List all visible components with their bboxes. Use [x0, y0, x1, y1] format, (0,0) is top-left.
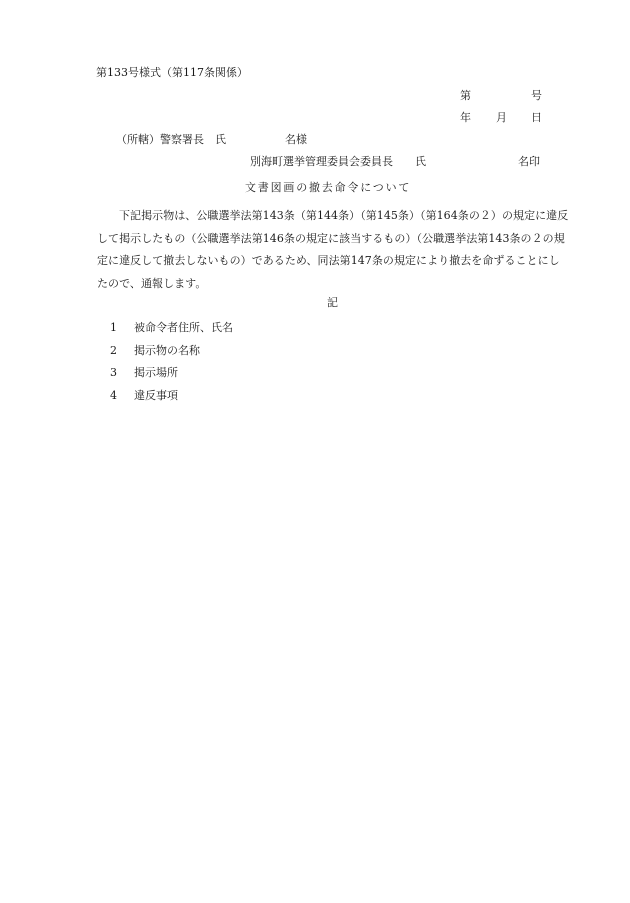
item-number: 2	[110, 343, 117, 357]
date-month: 月	[496, 111, 507, 124]
sender-title: 別海町選挙管理委員会委員長	[250, 155, 393, 168]
sender-shi: 氏	[415, 155, 426, 168]
item-label: 掲示物の名称	[134, 343, 200, 357]
number-prefix: 第	[460, 89, 471, 102]
item-number: 4	[110, 388, 117, 402]
date-day: 日	[531, 111, 542, 124]
date-year: 年	[460, 111, 471, 124]
form-number: 第133号様式（第117条関係）	[96, 66, 248, 79]
document-body: 下記掲示物は、公職選挙法第143条（第144条）（第145条）（第164条の２）の規定に違反して掲示したもの（公職選挙法第146条の規定に該当するもの）（公職選挙法第143条の２の規定に違反して撤去しないもの）であるため、同法第147条の規定により撤去を命ずることにしたので、通報します。	[97, 209, 569, 290]
item-number: 1	[110, 321, 117, 334]
sender-name-seal: 名印	[518, 155, 540, 168]
number-suffix: 号	[531, 89, 542, 102]
addressee-name-sama: 名様	[285, 133, 307, 146]
item-number: 3	[110, 366, 117, 379]
item-label: 違反事項	[134, 388, 178, 402]
item-label: 掲示場所	[134, 366, 178, 379]
ki-heading: 記	[327, 296, 338, 309]
item-label: 被命令者住所、氏名	[134, 321, 233, 334]
addressee-shi: 氏	[215, 133, 226, 146]
addressee-office: （所轄）警察署長	[116, 133, 204, 146]
document-title: 文書図画の撤去命令について	[245, 181, 412, 194]
